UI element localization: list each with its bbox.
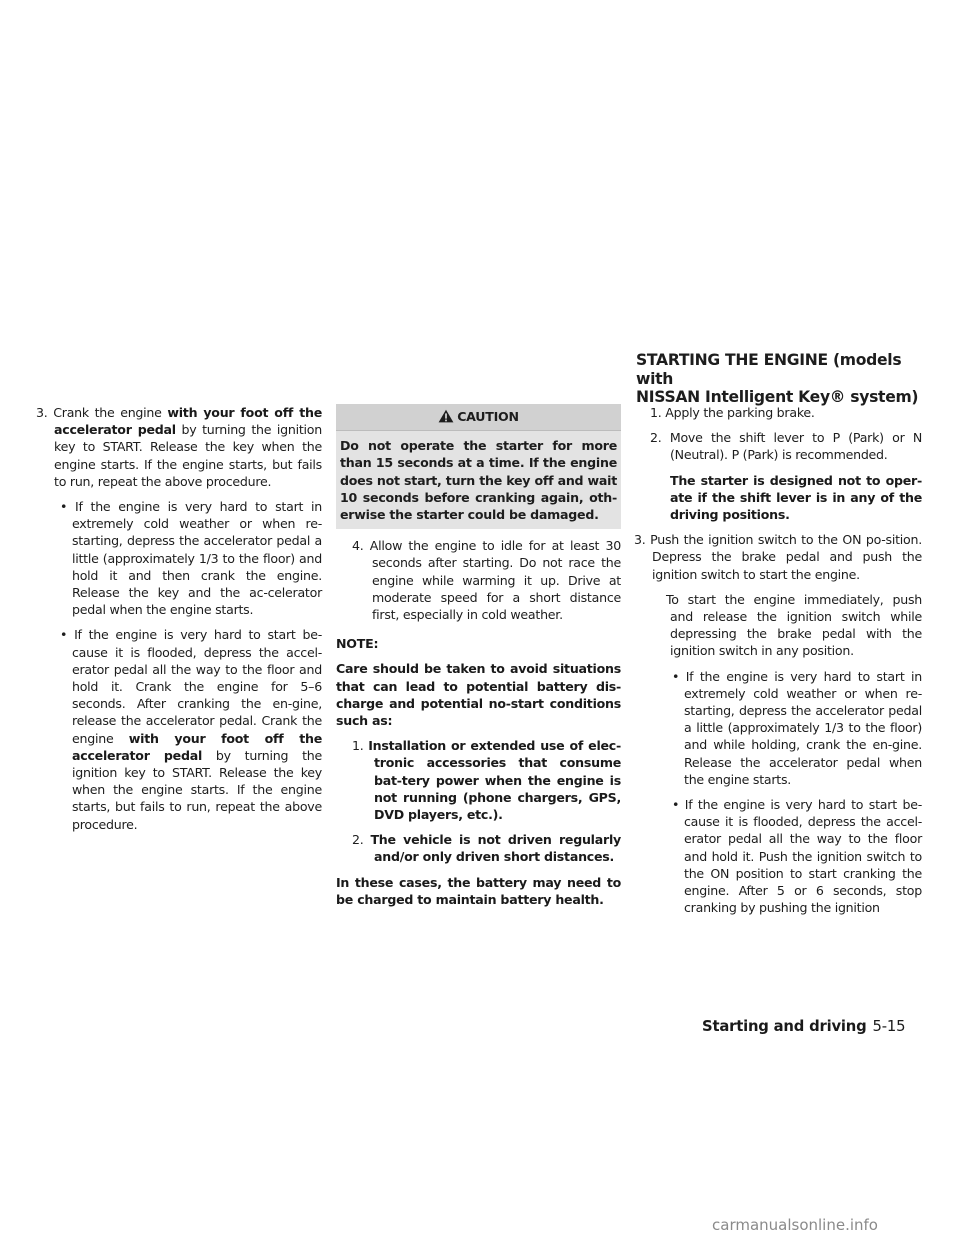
note-item-1 (336, 737, 621, 823)
section-title-line1: STARTING THE ENGINE (models with (636, 351, 902, 388)
step-3-push (634, 531, 922, 583)
chapter-title: Starting and driving (702, 1018, 867, 1035)
item-text: Installation or extended use of elec-tronic accessories that consume bat-tery power when the engine is not running (phone chargers, GPS, DVD players, etc.). (368, 738, 621, 823)
step-number: 2. (650, 430, 662, 446)
column-right (634, 404, 922, 924)
bullet-text: If the engine is very hard to start in extremely cold weather or when re-starting, depress the accelerator pedal a little (approximately 1/3 to the floor) and hold it and then crank the engine. Release the key and the ac-celerator pedal when the engine starts. (72, 499, 323, 618)
note-closing: In these cases, the battery may need to be charged to maintain battery health. (336, 874, 621, 907)
column-middle (336, 404, 621, 916)
note-label: NOTE: (336, 636, 379, 652)
step-text: Apply the parking brake. (665, 405, 815, 420)
item-number: 2. (352, 832, 364, 848)
step-number: 4. (352, 538, 364, 554)
step-text-pre: Crank the engine (53, 405, 168, 420)
step-text: Push the ignition switch to the ON po-sition. Depress the brake pedal and push the ignition switch to start the engine. (650, 532, 922, 582)
item-text: The vehicle is not driven regularly and/or only driven short distances. (370, 832, 621, 865)
caution-box (336, 404, 621, 529)
step-text: Allow the engine to idle for at least 30 seconds after starting. Do not race the engine while warming it up. Drive at moderate speed for a short distance first, especially in cold weather. (369, 538, 621, 623)
note-item-2 (336, 831, 621, 865)
step-3-crank (36, 404, 322, 490)
step-3-paragraph: To start the engine immediately, push and release the ignition switch while depressing the brake pedal with the ignition switch in any position. (666, 591, 922, 659)
bullet-cold-weather: • If the engine is very hard to start in extremely cold weather or when re-starting, depress the accelerator pedal a little (approximately 1/3 to the floor) and hold it and then crank the engine. Release the key and the ac-celerator pedal when the engine starts. (60, 499, 323, 618)
caution-label: CAUTION (457, 409, 519, 424)
caution-text: Do not operate the starter for more than 15 seconds at a time. If the engine does not start, turn the key off and wait 10 seconds before cranking again, oth-erwise the starter could be damaged. (336, 431, 621, 529)
bullet-cold-weather: • If the engine is very hard to start in extremely cold weather or when re-starting, depress the accelerator pedal a little (approximately 1/3 to the floor) and while holding, crank the en-gine. Release the accelerator pedal when the engine starts. (672, 668, 922, 787)
bullet-flooded: • If the engine is very hard to start be-cause it is flooded, depress the accel-erator pedal all the way to the floor and hold it. Crank the engine for 5–6 seconds. After cranking the en-gine, release the accelerator pedal. Crank the engine with your foot off the accelerator pedal by turning the ignition key to START. Release the key when the engine starts. If the engine starts, but fails to run, repeat the above procedure. (60, 627, 322, 832)
watermark: carmanualsonline.info (712, 1216, 878, 1234)
warning-triangle-icon (438, 409, 454, 427)
bullet-text: If the engine is very hard to start be-cause it is flooded, depress the accel-erator pedal all the way to the floor and hold it. Push the ignition switch to the ON position to start cranking the engine. After 5 or 6 seconds, stop cranking by pushing the ignition (684, 797, 922, 916)
page-footer (702, 1018, 905, 1035)
step-number: 1. (650, 405, 662, 420)
page-number: 5-15 (872, 1018, 906, 1035)
section-title (636, 351, 936, 407)
bullet-flooded: • If the engine is very hard to start be-cause it is flooded, depress the accel-erator pedal all the way to the floor and hold it. Push the ignition switch to the ON position to start cranking the engine. After 5 or 6 seconds, stop cranking by pushing the ignition (672, 797, 922, 916)
note-intro: Care should be taken to avoid situations that can lead to potential battery dis-charge and potential no-start conditions such as: (336, 661, 621, 729)
bullet-text-post: by turning the ignition key to START. Release the key when the engine starts. If the engine starts, but fails to run, repeat the above procedure. (72, 747, 322, 832)
bullet-text-pre: If the engine is very hard to start be-cause it is flooded, depress the accel-erator pedal all the way to the floor and hold it. Crank the engine for 5–6 seconds. After cranking the en-gine, release the accelerator pedal. Crank the engine (72, 627, 322, 746)
step-text-post: by turning the ignition key to START. Release the key when the engine starts. If the engine starts, but fails to run, repeat the above procedure. (54, 422, 322, 489)
step-4-idle (336, 537, 621, 623)
step-number: 3. (634, 532, 646, 548)
bullet-text: If the engine is very hard to start in extremely cold weather or when re-starting, depress the accelerator pedal a little (approximately 1/3 to the floor) and while holding, crank the en-gine. Release the accelerator pedal when the engine starts. (684, 668, 922, 787)
step-1-parking (634, 404, 922, 421)
step-2-note: The starter is designed not to oper-ate if the shift lever is in any of the driving positions. (670, 472, 922, 523)
column-left (36, 404, 322, 841)
step-2-shift (634, 429, 922, 463)
step-number: 3. (36, 405, 48, 420)
caution-header (336, 404, 621, 431)
section-title-line2: NISSAN Intelligent Key® system) (636, 388, 919, 407)
item-number: 1. (352, 738, 364, 754)
step-text-bold: with your foot off the accelerator pedal (54, 405, 322, 438)
bullet-text-bold: with your foot off the accelerator pedal (72, 730, 322, 763)
step-text: Move the shift lever to P (Park) or N (Neutral). P (Park) is recommended. (669, 430, 922, 463)
